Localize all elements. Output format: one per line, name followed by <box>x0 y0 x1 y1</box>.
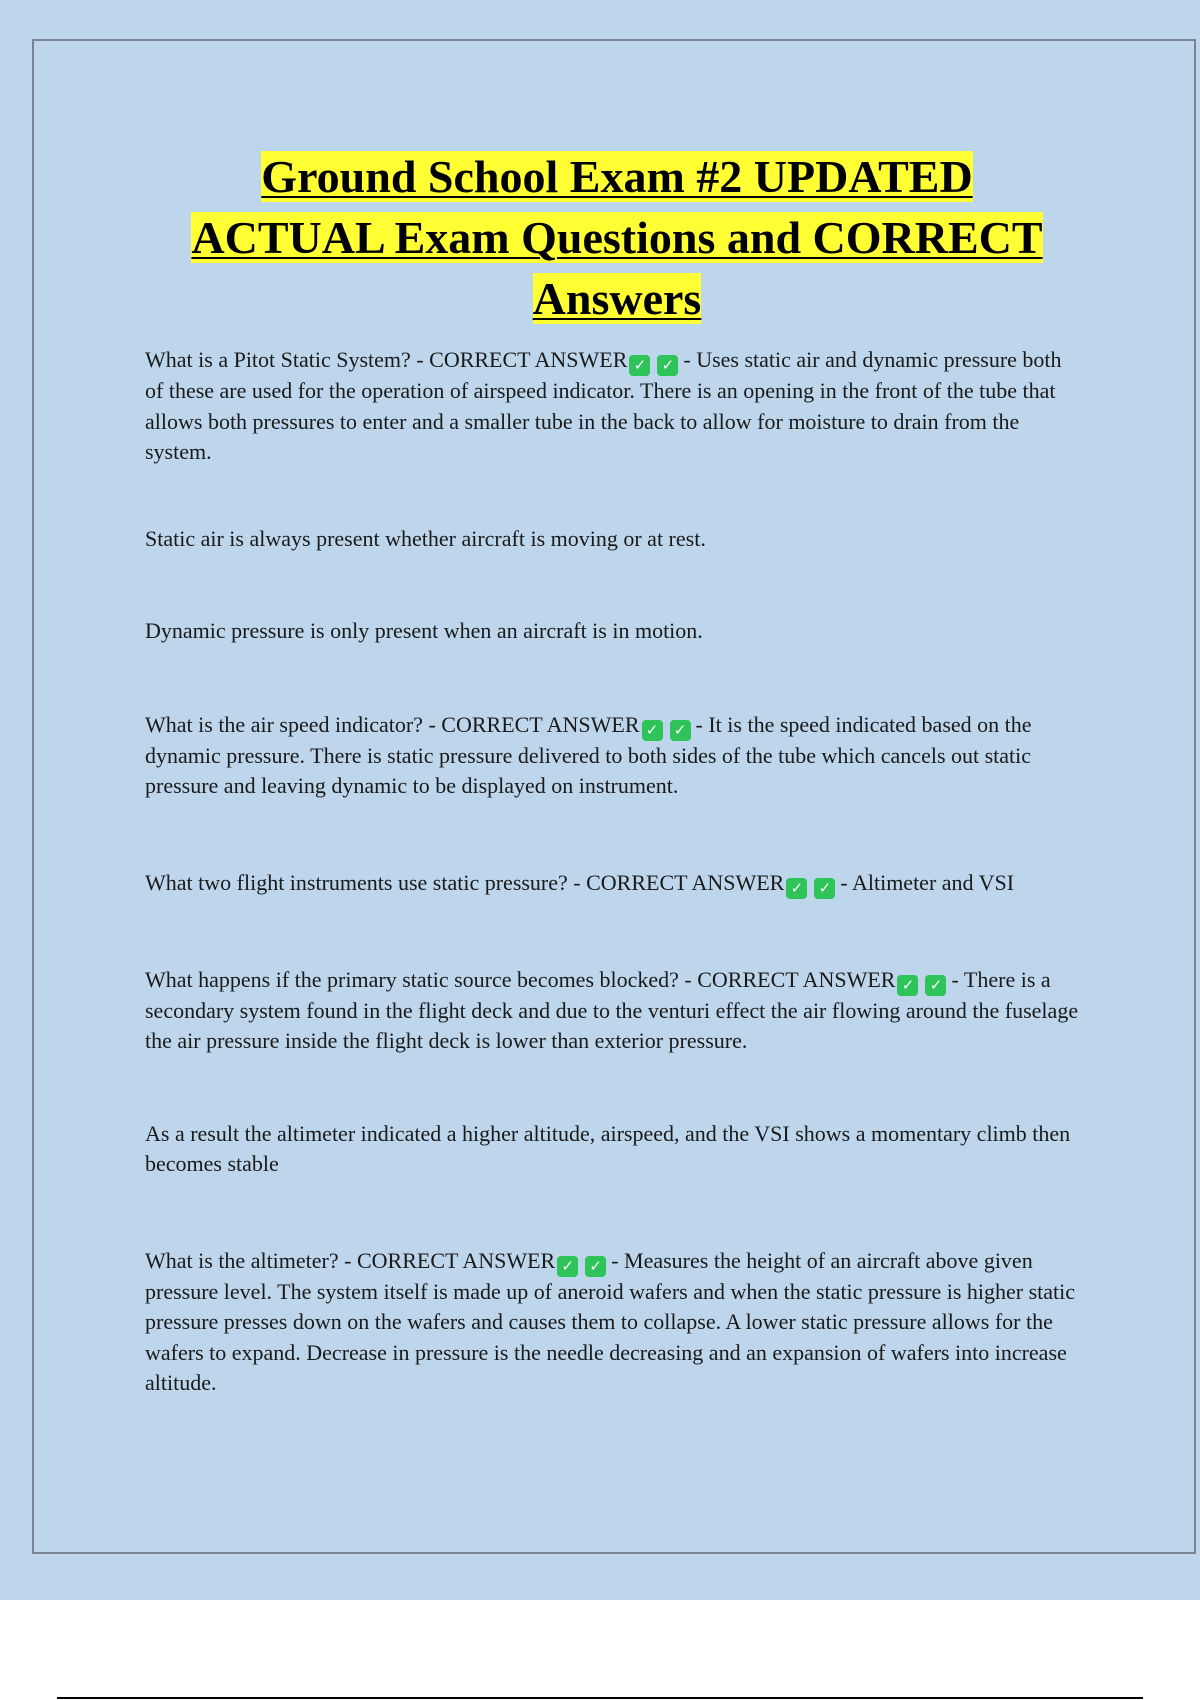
footer-divider <box>57 1697 1143 1699</box>
check-icon: ✓ <box>925 975 946 996</box>
answer-text: - Uses static air and dynamic pressure both of these are used for the operation of airspeed indicator. There is an opening in the front of the tube that allows both pressures to enter and a smaller tube in the back to allow for moisture to drain from the system. <box>145 347 1062 464</box>
question-text: What two flight instruments use static pressure? <box>145 869 568 895</box>
correct-answer-label: - CORRECT ANSWER <box>428 711 640 737</box>
check-icon: ✓ <box>585 1256 606 1277</box>
check-icon: ✓ <box>814 878 835 899</box>
note-paragraph: As a result the altimeter indicated a higher altitude, airspeed, and the VSI shows a momentary climb then becomes stable <box>145 1120 1071 1176</box>
check-icon: ✓ <box>629 355 650 376</box>
qa-item-altimeter <box>145 1246 1080 1399</box>
question-text: What is the air speed indicator? <box>145 711 423 737</box>
document-body <box>145 345 1080 1399</box>
check-icon: ✓ <box>642 720 663 741</box>
qa-item-blocked-static-source <box>145 965 1080 1057</box>
check-icon: ✓ <box>786 878 807 899</box>
title-line-1: Ground School Exam #2 UPDATED <box>261 151 973 202</box>
note-paragraph: Dynamic pressure is only present when an aircraft is in motion. <box>145 618 703 643</box>
title-line-2: ACTUAL Exam Questions and CORRECT <box>191 212 1043 263</box>
check-icon: ✓ <box>897 975 918 996</box>
answer-text: - There is a secondary system found in the flight deck and due to the venturi effect the air flowing around the fuselage the air pressure inside the flight deck is lower than exterior pressure. <box>145 966 1079 1053</box>
qa-item-pitot-static <box>145 345 1080 468</box>
correct-answer-label: - CORRECT ANSWER <box>684 966 896 992</box>
question-text: What happens if the primary static source becomes blocked? <box>145 966 679 992</box>
check-icon: ✓ <box>657 355 678 376</box>
answer-text: - Altimeter and VSI <box>840 869 1015 895</box>
correct-answer-label: - CORRECT ANSWER <box>344 1247 556 1273</box>
check-icon: ✓ <box>557 1256 578 1277</box>
check-icon: ✓ <box>670 720 691 741</box>
qa-item-airspeed-indicator <box>145 710 1080 802</box>
title-line-3: Answers <box>532 273 702 324</box>
qa-item-static-instruments <box>145 868 1080 899</box>
answer-text: - Measures the height of an aircraft above given pressure level. The system itself is made up of aneroid wafers and when the static pressure is higher static pressure presses down on the wafers and causes them to collapse. A lower static pressure allows for the wafers to expand. Decrease in pressure is the needle decreasing and an expansion of wafers into increase altitude. <box>145 1247 1076 1395</box>
answer-text: - It is the speed indicated based on the dynamic pressure. There is static pressure delivered to both sides of the tube which cancels out static pressure and leaving dynamic to be displayed on instrument. <box>145 711 1032 798</box>
note-paragraph: Static air is always present whether aircraft is moving or at rest. <box>145 525 706 551</box>
correct-answer-label: - CORRECT ANSWER <box>416 347 628 372</box>
question-text: What is the altimeter? <box>145 1247 339 1273</box>
correct-answer-label: - CORRECT ANSWER <box>573 869 785 895</box>
document-title <box>120 146 1114 329</box>
question-text: What is a Pitot Static System? <box>145 347 411 372</box>
